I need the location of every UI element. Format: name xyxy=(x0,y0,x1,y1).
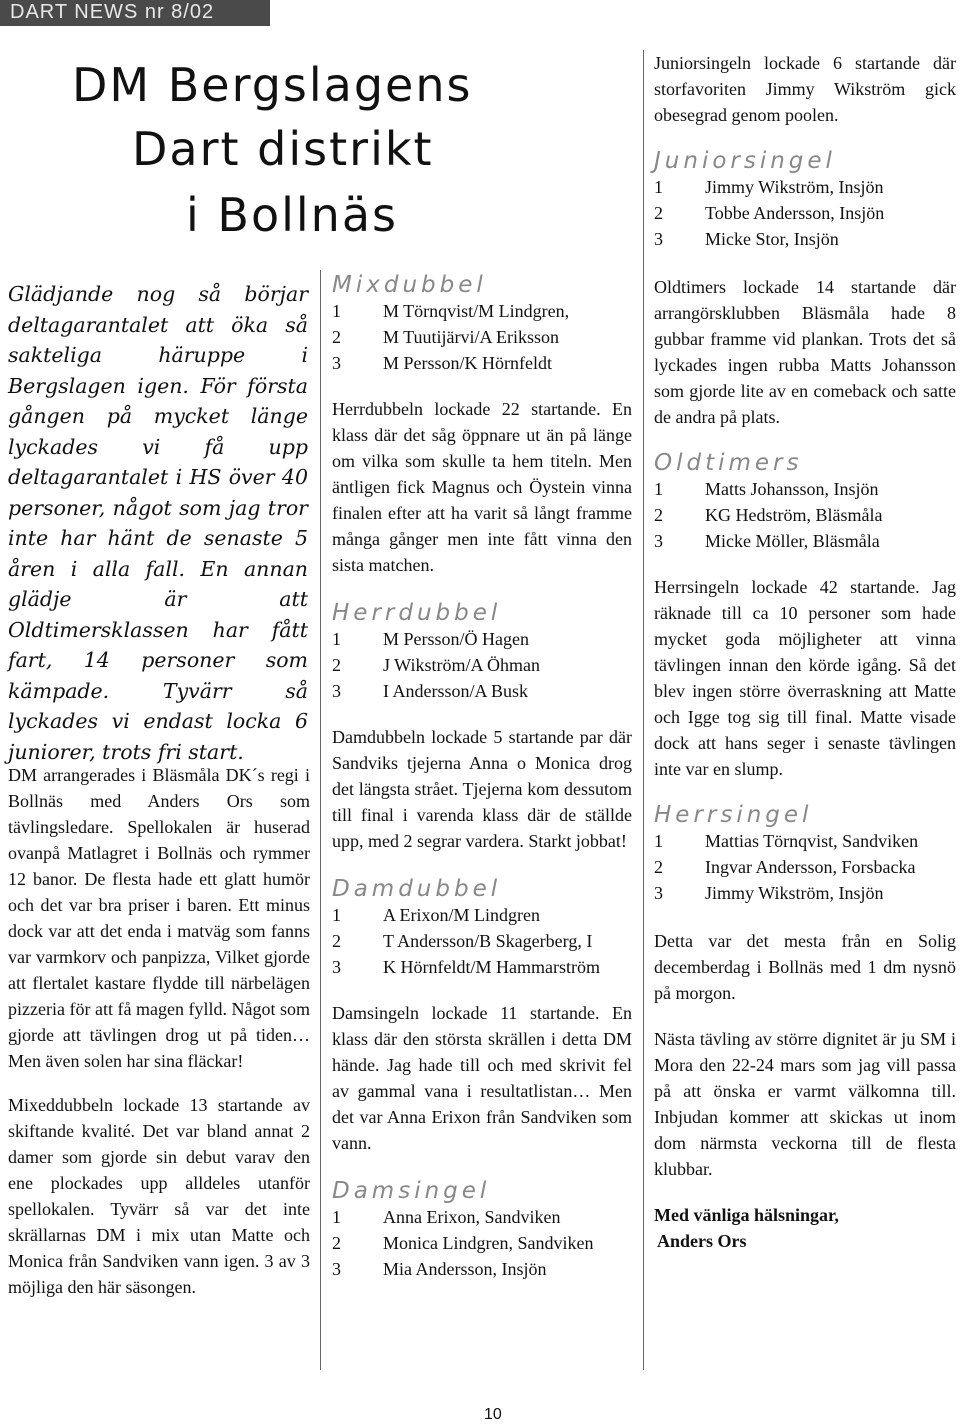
result-item: Ingvar Andersson, Forsbacka xyxy=(705,857,916,877)
result-list: 1 M Persson/Ö Hagen 2 J Wikström/A Öhman 3 I Andersson/A Busk xyxy=(332,626,632,704)
result-item: K Hörnfeldt/M Hammarström xyxy=(383,957,600,977)
body-paragraph: Nästa tävling av större dignitet är ju SM i Mora den 22-24 mars som jag vill passa på att önska er varmt välkomna till. Inbjudan kommer att skickas ut inom dom närmsta veckorna till de flesta klubbar. xyxy=(654,1029,956,1179)
result-item: Mia Andersson, Insjön xyxy=(383,1259,547,1279)
result-item: M Törnqvist/M Lindgren, xyxy=(383,301,570,321)
article-title-line2: Dart distrikt xyxy=(132,122,434,176)
result-list: 1 Matts Johansson, Insjön 2 KG Hedström, Bläsmåla 3 Micke Möller, Bläsmåla xyxy=(654,476,956,554)
body-paragraph: Damsingeln lockade 11 startande. En klass där den största skrällen i detta DM hände. Jag hade till och med skrivit fel av gammal vana i resultatlistan… Men det var Anna Erixon från Sandviken som vann. xyxy=(332,1003,632,1153)
page-number: 10 xyxy=(484,1406,502,1423)
result-item: T Andersson/B Skagerberg, I xyxy=(383,931,593,951)
result-item: Anna Erixon, Sandviken xyxy=(383,1207,561,1227)
lead-paragraph: Glädjande nog så börjar deltagarantalet att öka så sakteliga häruppe i Bergslagen igen. För första gången på mycket länge lyckades vi få upp deltagarantalet i HS över 40 personer, något som jag tror inte har hänt de senaste 5 åren i alla fall. En annan glädje är att Oldtimersklassen har fått fart, 14 personer som kämpade. Tyvärr så lyckades vi endast locka 6 juniorer, trots fri start. xyxy=(8,282,308,764)
result-item: J Wikström/A Öhman xyxy=(383,655,540,675)
body-paragraph: Herrdubbeln lockade 22 startande. En klass där det såg öppnare ut än på länge om vilka som skulle ta hem titeln. Men äntligen fick Magnus och Öystein vinna finalen efter att ha varit så långt framme många gånger men inte fått vinna den sista matchen. xyxy=(332,399,632,575)
result-item: M Persson/K Hörnfeldt xyxy=(383,353,552,373)
result-item: A Erixon/M Lindgren xyxy=(383,905,540,925)
result-item: I Andersson/A Busk xyxy=(383,681,529,701)
section-heading: Damsingel xyxy=(332,1178,491,1204)
body-paragraph: DM arrangerades i Bläsmåla DK´s regi i Bollnäs med Anders Ors som tävlingsledare. Spellokalen är huserad ovanpå Matlagret i Bollnäs och rymmer 12 banor. De flesta hade ett glatt humör och det var bra priser i baren. Ett minus dock var att det enda i matväg som fanns var varmkorv och panpizza, Vilket gjorde att flertalet kastare flydde till närbelägen pizzeria för att få magen fylld. Något som gjorde att tävlingen drog ut på tiden… Men även solen har sina fläckar! xyxy=(8,765,310,1071)
result-item: Tobbe Andersson, Insjön xyxy=(705,203,885,223)
column-3 xyxy=(654,50,956,1254)
signature-name: Anders Ors xyxy=(657,1231,747,1251)
article-title-line1: DM Bergslagens xyxy=(72,58,473,112)
section-heading: Damdubbel xyxy=(332,876,502,902)
result-item: Monica Lindgren, Sandviken xyxy=(383,1233,594,1253)
signature-greeting: Med vänliga hälsningar, xyxy=(654,1205,839,1225)
article-title-line3: i Bollnäs xyxy=(186,188,398,242)
column-divider-right xyxy=(643,50,644,1370)
body-paragraph: Juniorsingeln lockade 6 startande där storfavoriten Jimmy Wikström gick obesegrad genom poolen. xyxy=(654,53,956,125)
result-list: 1 Mattias Törnqvist, Sandviken 2 Ingvar Andersson, Forsbacka 3 Jimmy Wikström, Insjön xyxy=(654,828,956,906)
magazine-header: DART NEWS nr 8/02 xyxy=(10,1,215,23)
result-item: M Persson/Ö Hagen xyxy=(383,629,529,649)
result-item: KG Hedström, Bläsmåla xyxy=(705,505,883,525)
body-paragraph: Oldtimers lockade 14 startande där arrangörsklubben Bläsmåla hade 8 gubbar framme vid plankan. Trots det så lyckades ingen rubba Matts Johansson som gjorde lite av en comeback och satte de andra på plats. xyxy=(654,277,956,427)
result-item: Matts Johansson, Insjön xyxy=(705,479,879,499)
result-item: Jimmy Wikström, Insjön xyxy=(705,177,884,197)
body-paragraph: Damdubbeln lockade 5 startande par där Sandviks tjejerna Anna o Monica drog det längsta strået. Tjejerna kom dessutom till final i varenda klass där de ställde upp, med 2 segrar vardera. Starkt jobbat! xyxy=(332,727,632,851)
section-heading: Juniorsingel xyxy=(654,148,836,174)
section-heading: Oldtimers xyxy=(654,450,803,476)
section-heading: Mixdubbel xyxy=(332,272,487,298)
result-item: Mattias Törnqvist, Sandviken xyxy=(705,831,919,851)
column-divider-left xyxy=(320,270,321,1370)
body-paragraph: Detta var det mesta från en Solig decemberdag i Bollnäs med 1 dm nysnö på morgon. xyxy=(654,931,956,1003)
result-list: 1 A Erixon/M Lindgren 2 T Andersson/B Skagerberg, I 3 K Hörnfeldt/M Hammarström xyxy=(332,902,632,980)
result-list: 1 M Törnqvist/M Lindgren, 2 M Tuutijärvi/A Eriksson 3 M Persson/K Hörnfeldt xyxy=(332,298,632,376)
result-list: 1 Jimmy Wikström, Insjön 2 Tobbe Andersson, Insjön 3 Micke Stor, Insjön xyxy=(654,174,956,252)
result-list: 1 Anna Erixon, Sandviken 2 Monica Lindgren, Sandviken 3 Mia Andersson, Insjön xyxy=(332,1204,632,1282)
result-item: Jimmy Wikström, Insjön xyxy=(705,883,884,903)
section-heading: Herrsingel xyxy=(654,802,813,828)
body-paragraph: Herrsingeln lockade 42 startande. Jag räknade till ca 10 personer som hade mycket goda möjligheter att vinna tävlingen innan den körde igång. Så det blev ingen större överraskning att Matte och Igge tog sig till final. Matte visade dock att hans seger i senaste tävlingen inte var en slump. xyxy=(654,577,956,779)
result-item: Micke Stor, Insjön xyxy=(705,229,839,249)
result-item: Micke Möller, Bläsmåla xyxy=(705,531,880,551)
column-2 xyxy=(332,272,632,1282)
body-paragraph: Mixeddubbeln lockade 13 startande av skiftande kvalité. Det var bland annat 2 damer som gjorde sin debut varav den ene plockades upp alldeles utanför spellokalen. Tyvärr så var det inte skrällarnas DM i mix utan Matte och Monica från Sandviken vann igen. 3 av 3 möjliga den här säsongen. xyxy=(8,1095,310,1297)
result-item: M Tuutijärvi/A Eriksson xyxy=(383,327,560,347)
column-1 xyxy=(8,762,310,1300)
section-heading: Herrdubbel xyxy=(332,600,502,626)
